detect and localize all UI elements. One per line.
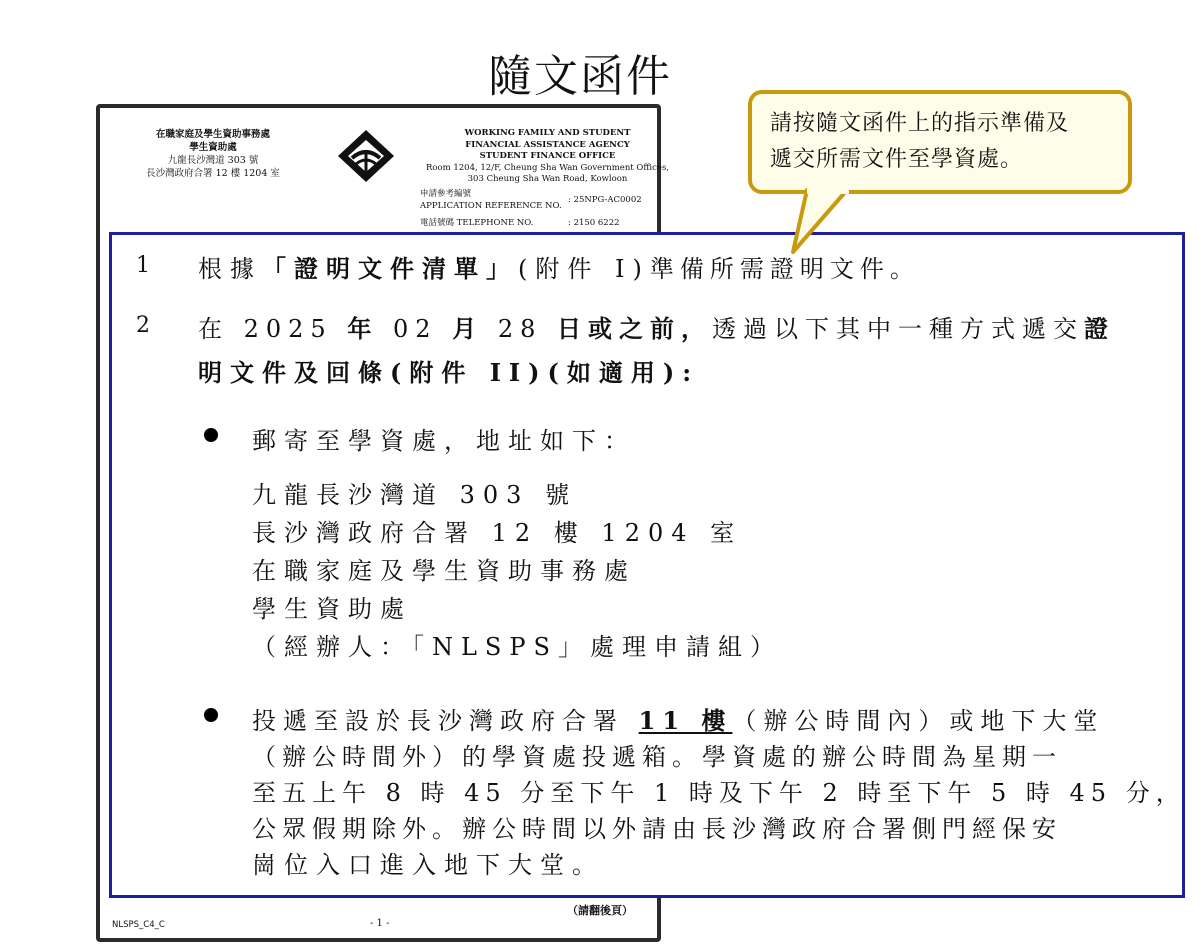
office-name-zh: 學生資助處 <box>189 142 237 153</box>
office-name-en: STUDENT FINANCE OFFICE <box>479 151 616 161</box>
turn-over-note: （請翻後頁） <box>567 904 633 917</box>
letterhead-english <box>425 128 670 186</box>
callout-bubble <box>748 90 1132 194</box>
mail-address-line: 在職家庭及學生資助事務處 <box>252 557 636 585</box>
letterhead-chinese <box>138 128 288 180</box>
ref-label-zh: 申請參考編號 <box>420 189 472 199</box>
bullet-icon <box>204 708 218 722</box>
application-ref-row <box>420 188 642 212</box>
drop-box-line: 公眾假期除外。辦公時間以外請由長沙灣政府合署側門經保安 <box>252 815 1062 843</box>
application-ref-label <box>420 188 568 212</box>
item-number: 1 <box>136 253 150 278</box>
instruction-2-line1: 在 2025 年 02 月 28 日或之前，透過以下其中一種方式遞交證 <box>198 314 1116 343</box>
agency-name-zh: 在職家庭及學生資助事務處 <box>155 129 270 140</box>
page-number: - 1 - <box>370 918 390 929</box>
address-line-zh: 長沙灣政府合署 12 樓 1204 室 <box>146 168 280 179</box>
application-ref-value: : 25NPG-AC0002 <box>568 195 642 205</box>
bullet-icon <box>204 428 218 442</box>
reference-block <box>420 188 642 234</box>
item-number: 2 <box>136 313 150 338</box>
mail-address-line: 學生資助處 <box>252 595 412 623</box>
ref-label-en: APPLICATION REFERENCE NO. <box>420 201 562 211</box>
callout-text <box>770 106 1069 178</box>
address-line-en: 303 Cheung Sha Wan Road, Kowloon <box>467 174 628 184</box>
instruction-2-line2: 明文件及回條(附件 II)(如適用): <box>198 358 700 387</box>
telephone-row <box>420 217 642 229</box>
mail-intro: 郵寄至學資處，地址如下： <box>252 427 636 455</box>
instruction-1: 根據「證明文件清單」(附件 I)準備所需證明文件。 <box>198 254 920 283</box>
drop-box-line: 投遞至設於長沙灣政府合署 11 樓（辦公時間內）或地下大堂 <box>252 706 1105 735</box>
mail-address-line: 長沙灣政府合署 12 樓 1204 室 <box>252 519 743 547</box>
drop-box-line: （辦公時間外）的學資處投遞箱。學資處的辦公時間為星期一 <box>252 743 1062 771</box>
address-line-en: Room 1204, 12/F, Cheung Sha Wan Government Offices, <box>425 162 670 173</box>
agency-logo-icon <box>336 128 396 184</box>
callout-line: 請按隨文函件上的指示準備及 <box>770 111 1070 136</box>
address-line-zh: 九龍長沙灣道 303 號 <box>167 155 259 166</box>
drop-box-line: 至五上午 8 時 45 分至下午 1 時及下午 2 時至下午 5 時 45 分， <box>252 779 1186 807</box>
telephone-value: : 2150 6222 <box>568 218 620 228</box>
page-title: 隨文函件 <box>488 51 672 102</box>
callout-line: 遞交所需文件至學資處。 <box>770 147 1024 172</box>
agency-name-en: FINANCIAL ASSISTANCE AGENCY <box>465 139 630 150</box>
agency-name-en: WORKING FAMILY AND STUDENT <box>464 128 631 138</box>
zoomed-instructions <box>109 232 1185 898</box>
form-code: NLSPS_C4_C <box>112 920 165 930</box>
callout-pointer-icon <box>785 188 865 258</box>
telephone-label: 電話號碼 TELEPHONE NO. <box>420 218 534 228</box>
mail-address-line: （經辦人：「NLSPS」處理申請組） <box>252 633 782 661</box>
mail-address-line: 九龍長沙灣道 303 號 <box>252 481 578 509</box>
drop-box-line: 崗位入口進入地下大堂。 <box>252 851 604 879</box>
